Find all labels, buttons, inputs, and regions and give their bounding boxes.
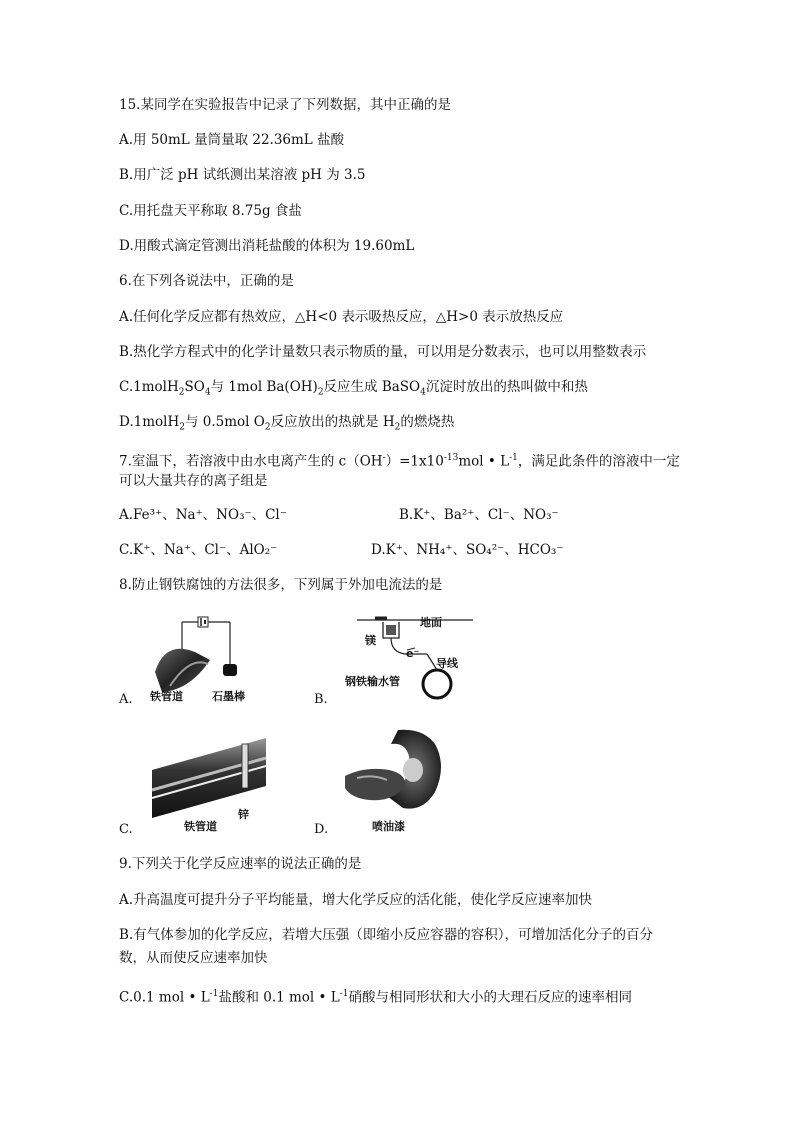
q6-option-d: D.1molH$_2$与 0.5mol $O_2$反应放出的热就是 $H_2$的燃烧热	[119, 414, 455, 433]
q9-option-a: A.升高温度可提升分子平均能量，增大化学反应的活化能，使化学反应速率加快	[119, 892, 593, 908]
fig-b-label-wire: 导线	[436, 657, 458, 670]
q9-option-b-line1: B.有气体参加的化学反应，若增大压强（即缩小反应容器的容积），可增加活化分子的百分	[119, 927, 653, 943]
q15-option-d: D.用酸式滴定管测出消耗盐酸的体积为 19.60mL	[119, 238, 415, 254]
q6-stem: 6.在下列各说法中，正确的是	[119, 273, 294, 289]
figure-d	[343, 726, 448, 818]
q8-option-c-letter: C.	[119, 822, 133, 837]
q7-option-d: D.K⁺、NH₄⁺、SO₄²⁻、HCO₃⁻	[371, 542, 564, 558]
q15-option-b: B.用广泛 pH 试纸测出某溶液 pH 为 3.5	[119, 167, 366, 183]
fig-b-label-ecur: e⁻	[406, 647, 420, 660]
q8-option-a-letter: A.	[119, 692, 133, 707]
q7-option-c: C.K⁺、Na⁺、Cl⁻、AlO₂⁻	[119, 542, 278, 558]
fig-b-label-pipe: 钢铁输水管	[345, 675, 400, 688]
q6-option-b: B.热化学方程式中的化学计量数只表示物质的量，可以用是分数表示，也可以用整数表示	[119, 344, 647, 360]
q9-option-b-line2: 数，从而使反应速率加快	[119, 950, 268, 966]
fig-c-label-zinc: 锌	[238, 808, 249, 821]
q15-option-c: C.用托盘天平称取 8.75g 食盐	[119, 203, 302, 219]
fig-a-label-pipe: 铁管道	[150, 690, 183, 703]
fig-b-label-ground: 地面	[420, 616, 442, 629]
q8-stem: 8.防止钢铁腐蚀的方法很多，下列属于外加电流法的是	[119, 577, 443, 593]
q8-option-b-letter: B.	[314, 692, 328, 707]
q7-stem: 7.室温下，若溶液中由水电离产生的 $c(OH^-)=1x10^{-13}mol$ • $L^{-1}$，满足此条件的溶液中一定	[119, 453, 680, 470]
q6-option-a: A.任何化学反应都有热效应，△H<0 表示吸热反应，△H>0 表示放热反应	[119, 309, 564, 325]
figure-c	[148, 728, 268, 823]
q15-option-a: A.用 50mL 量筒量取 22.36mL 盐酸	[119, 132, 345, 148]
q8-option-d-letter: D.	[314, 822, 329, 837]
q7-option-b: B.K⁺、Ba²⁺、Cl⁻、NO₃⁻	[399, 507, 559, 523]
fig-d-label-paint: 喷油漆	[372, 820, 405, 833]
fig-a-label-graphite: 石墨棒	[212, 690, 245, 703]
q9-stem: 9.下列关于化学反应速率的说法正确的是	[119, 856, 362, 872]
q9-option-c: C.0.1 mol • $L^{-1}$盐酸和 0.1 mol • $L^{-1}$硝酸与相同形状和大小的大理石反应的速率相同	[119, 989, 633, 1006]
fig-b-label-mg: 镁	[365, 634, 376, 647]
q7-option-a: A.Fe³⁺、Na⁺、NO₃⁻、Cl⁻	[119, 507, 287, 523]
fig-c-label-pipe: 铁管道	[184, 820, 217, 833]
q7-stem-line2: 可以大量共存的离子组是	[119, 473, 268, 489]
q15-stem: 15.某同学在实验报告中记录了下列数据，其中正确的是	[119, 97, 451, 113]
q6-option-c: $C.1molH_2SO_4$与 1mol $Ba(OH)_2$反应生成 BaSO$_4$沉淀时放出的热叫做中和热	[119, 379, 588, 398]
